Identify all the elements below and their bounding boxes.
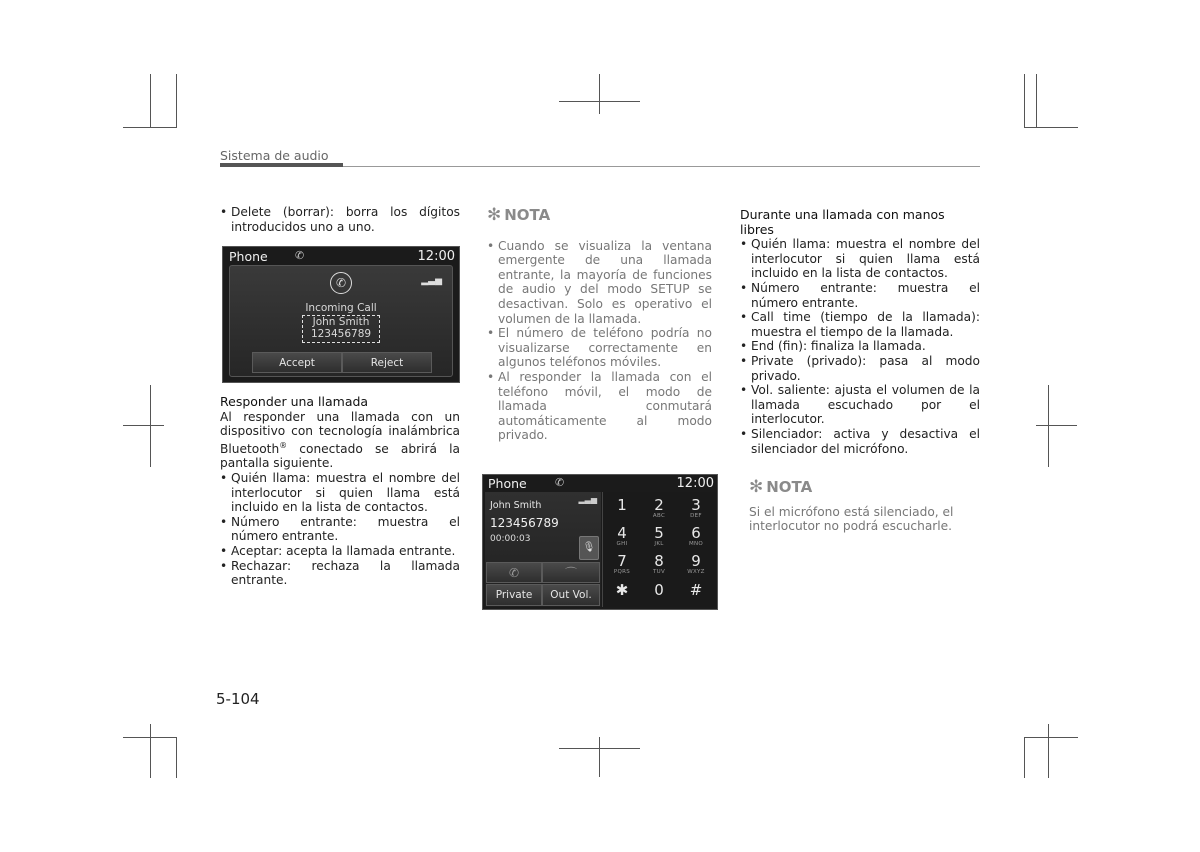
bullet-private: • Private (privado): pasa al modo privado. [740, 354, 980, 383]
nota-bullet-number: • El número de teléfono podría no visualizarse correctamente en algunos teléfonos móviles. [487, 326, 712, 370]
asterisk-icon: ✻ [487, 205, 502, 225]
caller-name: John Smith [312, 316, 370, 328]
bullet-incoming-number: • Número entrante: muestra el número entrante. [740, 281, 980, 310]
bullet-incoming-number: • Número entrante: muestra el número entrante. [220, 515, 460, 544]
bullet-call-time: • Call time (tiempo de la llamada): muestra el tiempo de la llamada. [740, 310, 980, 339]
end-call-button[interactable]: ⌒ [542, 562, 600, 583]
key-6[interactable]: 6 MNO [688, 524, 704, 547]
nota-bullet-popup: • Cuando se visualiza la ventana emergente de una llamada entrante, la mayoría de funciones de audio y del modo SETUP se desactivan. Solo es operativo el volumen de la llamada. [487, 239, 712, 327]
key-3[interactable]: 3 DEF [690, 496, 702, 519]
column-1-text [220, 395, 460, 588]
signal-icon: ▂▃▅ [421, 276, 442, 286]
bullet-caller: • Quién llama: muestra el nombre del interlocutor si quien llama está incluido en la lista de contactos. [740, 237, 980, 281]
keypad [602, 492, 716, 607]
signal-icon: ▂▃▅ [578, 495, 597, 504]
key-8[interactable]: 8 TUV [652, 552, 666, 575]
incoming-call-screen [222, 246, 460, 383]
mute-button[interactable]: 🎙 [579, 536, 599, 560]
bullet-delete: • Delete (borrar): borra los dígitos introducidos uno a uno. [220, 205, 460, 234]
handset-icon: ✆ [555, 476, 565, 489]
screen-time: 12:00 [417, 249, 455, 264]
asterisk-icon: ✻ [749, 477, 764, 497]
active-call-screen [482, 474, 718, 610]
phone-icon: ✆ [330, 272, 352, 294]
handset-button[interactable]: ✆ [486, 562, 542, 583]
key-star[interactable]: ✱ [615, 581, 629, 599]
key-4[interactable]: 4 GHI [616, 524, 628, 547]
header-rule-thick [220, 163, 343, 167]
nota-heading: ✻ NOTA [487, 205, 551, 225]
caller-number: 123456789 [310, 328, 372, 340]
nota-heading: ✻ NOTA [749, 477, 813, 497]
nota-mute-text: Si el micrófono está silenciado, el interlocutor no podrá escucharle. [749, 504, 954, 534]
caller-number: 123456789 [490, 516, 559, 530]
column-1 [220, 205, 460, 234]
reject-button[interactable]: Reject [342, 352, 432, 373]
screen-time: 12:00 [676, 476, 714, 491]
bullet-reject: • Rechazar: rechaza la llamada entrante. [220, 559, 460, 588]
call-info-panel [485, 492, 601, 607]
column-3 [740, 208, 980, 456]
key-9[interactable]: 9 WXYZ [687, 552, 705, 575]
bullet-caller: • Quién llama: muestra el nombre del interlocutor si quien llama está incluido en la lista de contactos. [220, 471, 460, 515]
call-timer: 00:00:03 [490, 534, 531, 544]
call-panel [229, 265, 453, 377]
screen-title: Phone [488, 476, 527, 491]
nota-bullet-private: • Al responder la llamada con el teléfono móvil, el modo de llamada conmutará automáticamente al modo privado. [487, 370, 712, 443]
handset-icon: ✆ [295, 249, 305, 262]
screen-title: Phone [229, 249, 268, 264]
subhead-answer: Responder una llamada [220, 394, 369, 409]
key-hash[interactable]: # [689, 581, 703, 599]
bullet-end: • End (fin): finaliza la llamada. [740, 339, 980, 354]
key-5[interactable]: 5 JKL [654, 524, 664, 547]
subhead-handsfree: Durante una llamada con manos libres [740, 207, 945, 237]
accept-button[interactable]: Accept [252, 352, 342, 373]
column-2 [487, 205, 712, 443]
caller-name: John Smith [490, 500, 542, 511]
bullet-mute: • Silenciador: activa y desactiva el silenciador del micrófono. [740, 427, 980, 456]
key-7[interactable]: 7 PQRS [613, 552, 631, 575]
key-2[interactable]: 2 ABC [652, 496, 666, 519]
header-rule-thin [343, 166, 980, 167]
page-number: 5-104 [216, 690, 260, 708]
incoming-call-label: Incoming Call [305, 302, 377, 314]
key-0[interactable]: 0 [654, 581, 664, 599]
bullet-accept: • Aceptar: acepta la llamada entrante. [220, 544, 460, 559]
private-button[interactable]: Private [486, 584, 542, 606]
section-title: Sistema de audio [220, 148, 329, 163]
out-vol-button[interactable]: Out Vol. [542, 584, 600, 606]
bullet-out-vol: • Vol. saliente: ajusta el volumen de la llamada escuchado por el interlocutor. [740, 383, 980, 427]
intro-paragraph: Al responder una llamada con un dispositivo con tecnología inalámbrica Bluetooth® conectado se abrirá la pantalla siguiente. [220, 409, 460, 471]
nota-box-2 [749, 477, 974, 534]
key-1[interactable]: 1 [617, 496, 627, 514]
